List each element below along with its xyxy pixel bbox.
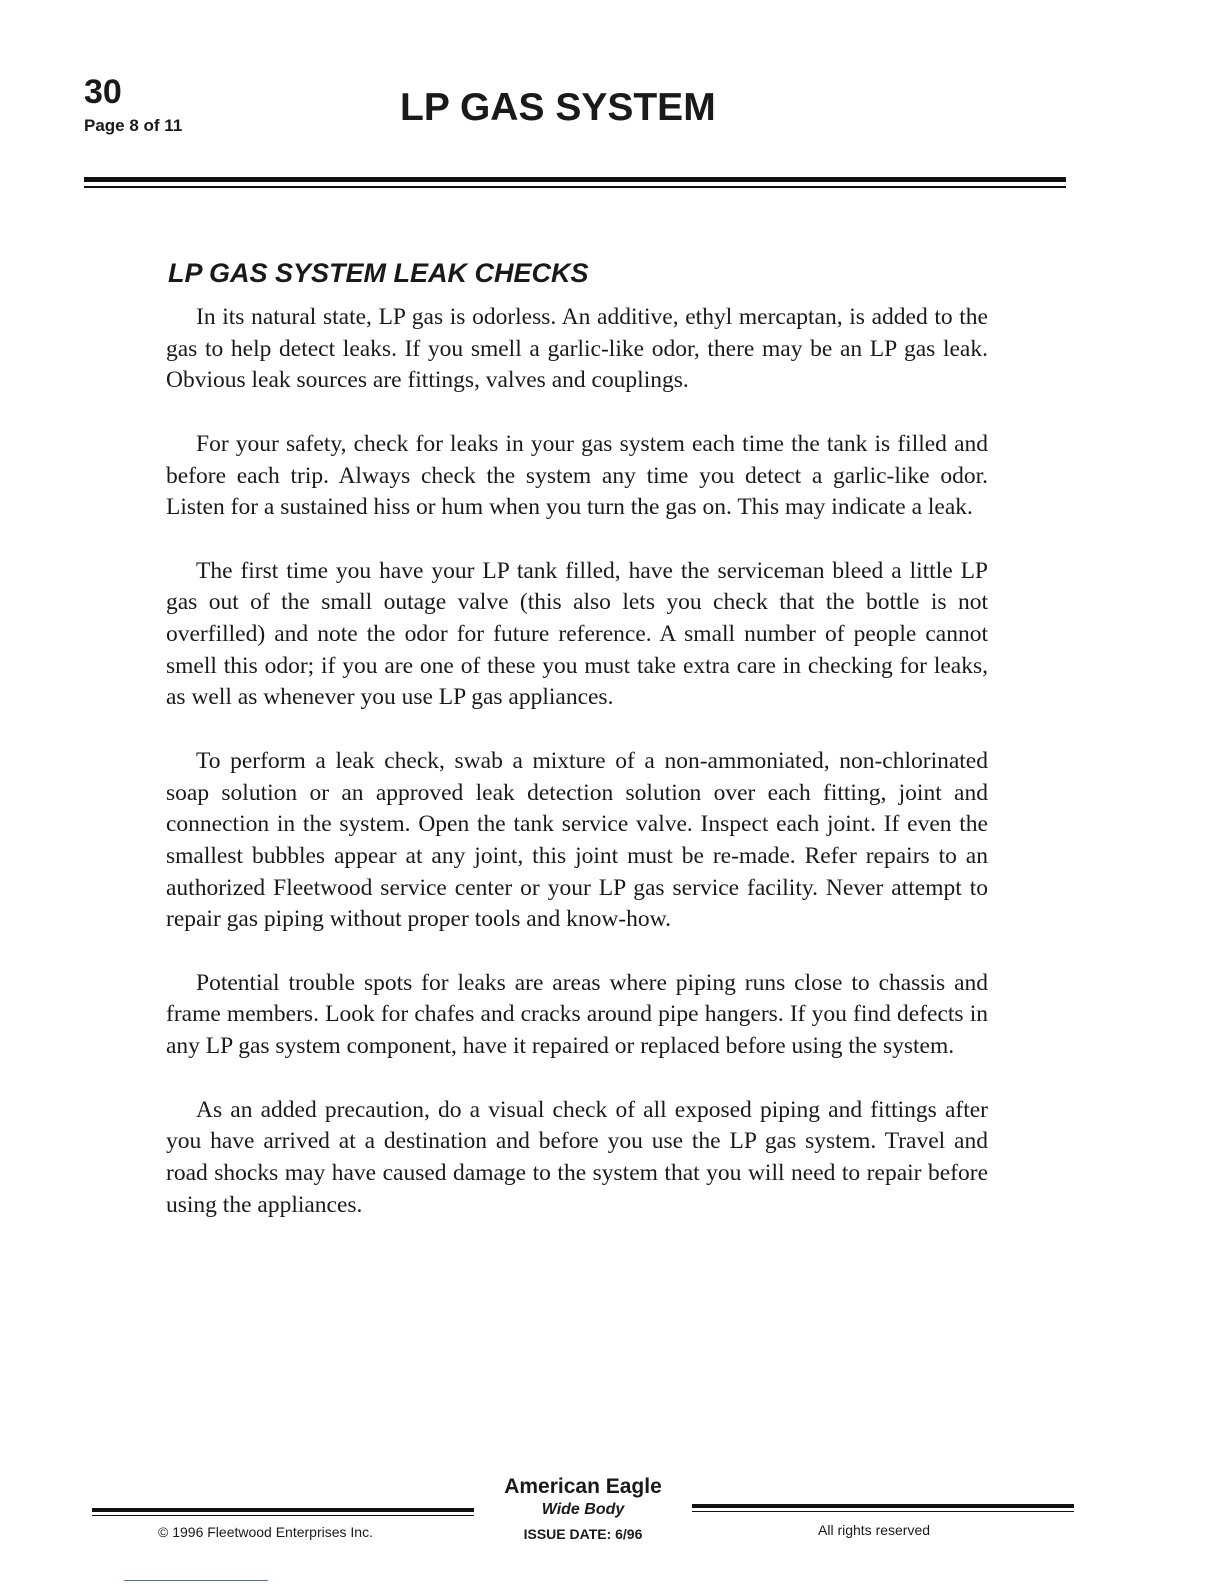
- paragraph-first-fill: The first time you have your LP tank filled, have the serviceman bleed a little LP gas out of the small outage valve (this also lets you check that the bottle is not overfilled) and note the odor for future reference. A small number of people cannot smell this odor; if you are one of these you must take extra care in checking for leaks, as well as whenever you use LP gas appliances.: [166, 557, 988, 711]
- page-title: LP GAS SYSTEM: [400, 86, 716, 129]
- footer-issue-date: ISSUE DATE: 6/96: [523, 1526, 643, 1542]
- bottom-edge-line: [124, 1580, 268, 1581]
- page-indicator: Page 8 of 11: [84, 116, 183, 135]
- paragraph-trouble-spots: Potential trouble spots for leaks are areas where piping runs close to chassis and frame members. Look for chafes and cracks around pipe hangers. If you find defects in any LP gas system component, have it repaired or replaced before using the system.: [166, 969, 988, 1060]
- section-heading: LP GAS SYSTEM LEAK CHECKS: [168, 258, 589, 288]
- footer-rule-right-thin: [692, 1511, 1074, 1512]
- footer-brand: American Eagle: [504, 1475, 662, 1498]
- footer-rule-left: [92, 1508, 474, 1512]
- paragraph-precaution: As an added precaution, do a visual check of all exposed piping and fittings after you have arrived at a destination and before you use the LP gas system. Travel and road shocks may have caused damage to the system that you will need to repair before using the appliances.: [166, 1096, 988, 1218]
- paragraph-leak-check-procedure: To perform a leak check, swab a mixture of a non-ammoniated, non-chlorinated soap solution or an approved leak detection solution over each fitting, joint and connection in the system. Open the tank service valve. Inspect each joint. If even the smallest bubbles appear at any joint, this joint must be re-made. Refer repairs to an authorized Fleetwood service center or your LP gas service facility. Never attempt to repair gas piping without proper tools and know-how.: [166, 747, 988, 933]
- page-number: 30: [84, 73, 122, 111]
- footer-copyright: © 1996 Fleetwood Enterprises Inc.: [158, 1524, 373, 1540]
- footer-rule-left-thin: [92, 1515, 474, 1516]
- body-text: [166, 302, 988, 1253]
- header-rule-thin: [84, 186, 1066, 188]
- paragraph-odor: In its natural state, LP gas is odorless. An additive, ethyl mercaptan, is added to the gas to help detect leaks. If you smell a garlic-like odor, there may be an LP gas leak. Obvious leak sources are fittings, valves and couplings.: [166, 304, 988, 394]
- footer-rule-right: [692, 1504, 1074, 1508]
- paragraph-safety-check: For your safety, check for leaks in your gas system each time the tank is filled and before each trip. Always check the system any time you detect a garlic-like odor. Listen for a sustained hiss or hum when you turn the gas on. This may indicate a leak.: [166, 430, 988, 521]
- footer-rights: All rights reserved: [818, 1522, 931, 1538]
- header-rule-thick: [84, 177, 1066, 182]
- footer-model: Wide Body: [541, 1501, 625, 1518]
